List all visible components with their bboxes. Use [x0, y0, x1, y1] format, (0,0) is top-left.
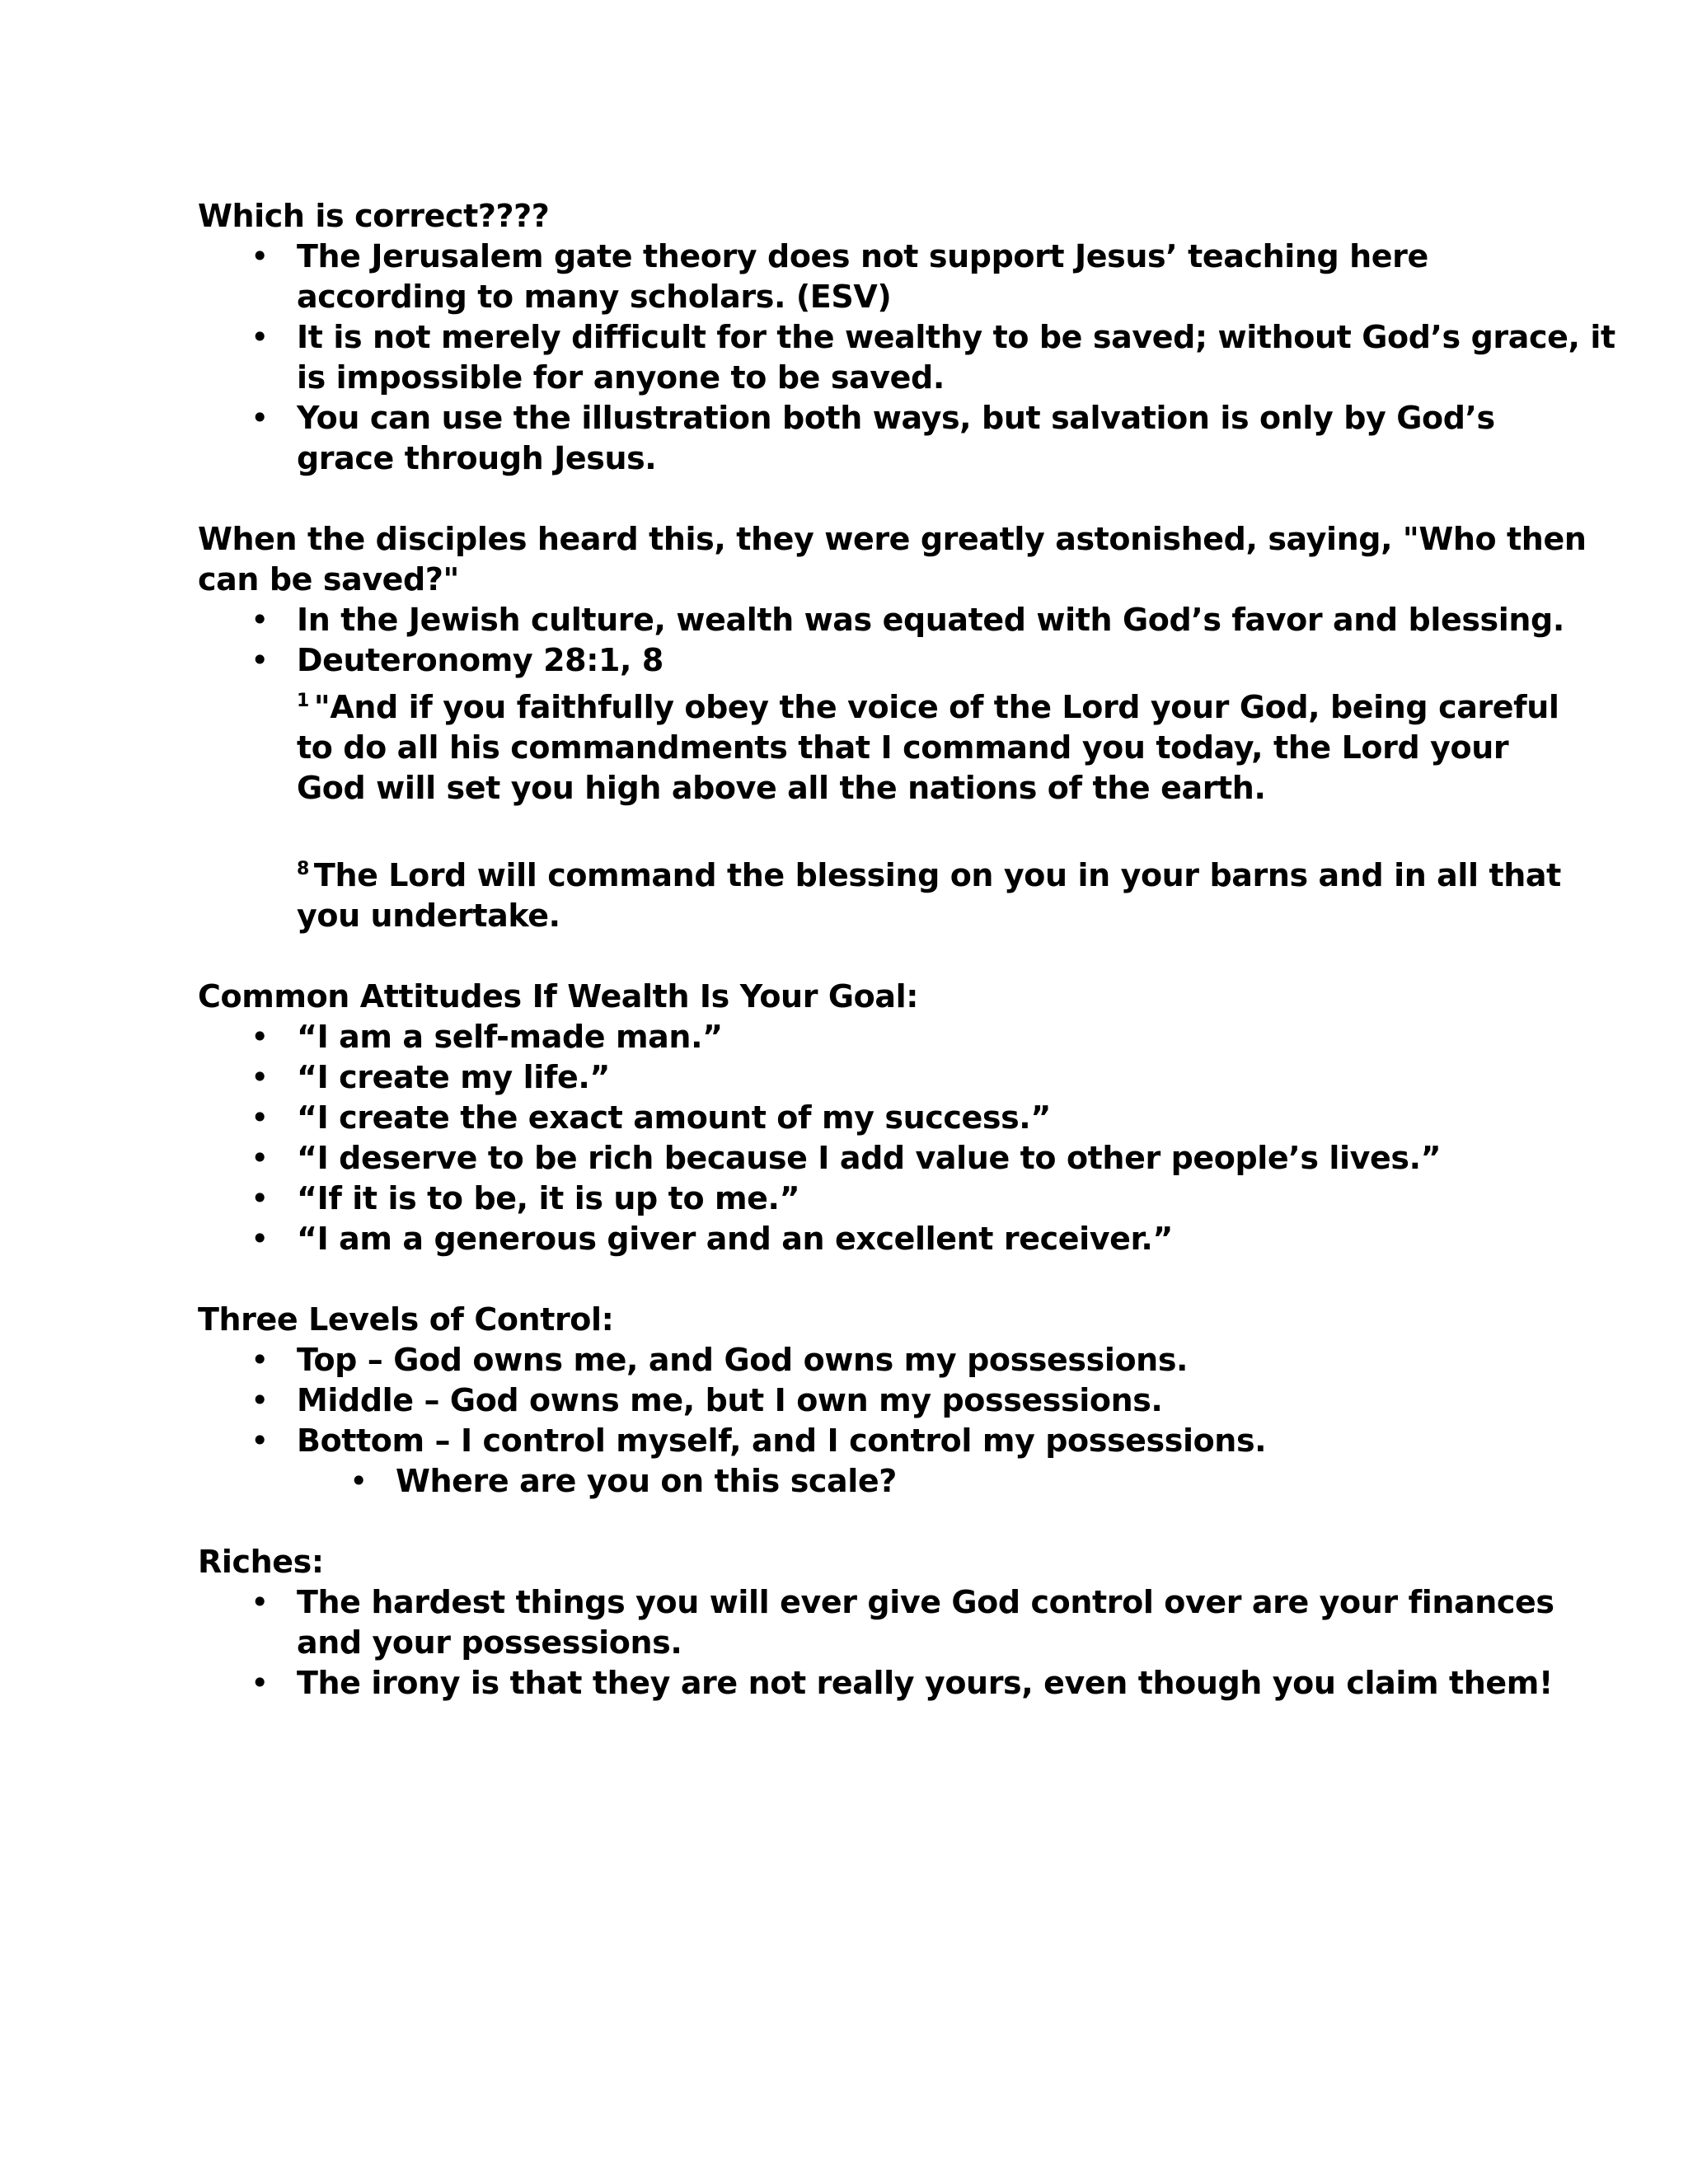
- section-common-attitudes: [198, 977, 1484, 1259]
- bullet-icon: •: [250, 400, 269, 436]
- bullet-icon: •: [250, 1382, 269, 1418]
- list-item-text: “If it is to be, it is up to me.”: [297, 1180, 800, 1216]
- bullet-list: [198, 1017, 1484, 1259]
- verse-1: [198, 681, 1559, 808]
- list-item-text: is impossible for anyone to be saved.: [297, 359, 945, 396]
- verse-text: you undertake.: [297, 898, 560, 934]
- list-item: [198, 1380, 1484, 1421]
- verse-8: [198, 849, 1561, 936]
- bullet-icon: •: [250, 1221, 269, 1257]
- section-disciples-astonished: [198, 519, 1587, 936]
- bullet-icon: •: [250, 1180, 269, 1216]
- list-item: [198, 1138, 1484, 1179]
- bullet-list: [198, 1340, 1484, 1502]
- section-three-levels: [198, 1300, 1484, 1502]
- bullet-icon: •: [250, 642, 269, 678]
- bullet-list: [198, 237, 1615, 479]
- list-item-text: grace through Jesus.: [297, 440, 657, 476]
- list-item: [198, 1582, 1554, 1663]
- bullet-icon: •: [250, 1342, 269, 1378]
- list-item: [198, 237, 1484, 317]
- list-item: [198, 600, 1564, 640]
- bullet-icon: •: [250, 1140, 269, 1176]
- bullet-icon: •: [349, 1463, 368, 1499]
- bullet-icon: •: [250, 1665, 269, 1701]
- bullet-icon: •: [250, 1059, 269, 1095]
- section-which-is-correct: [198, 196, 1615, 479]
- bullet-list: [198, 600, 1564, 681]
- spacer: [198, 479, 1484, 519]
- heading-line: can be saved?": [198, 561, 459, 598]
- verse-text: The Lord will command the blessing on you in your barns and in all that: [313, 857, 1561, 893]
- list-item: [198, 317, 1615, 398]
- scripture-reference: Deuteronomy 28:1, 8: [297, 642, 663, 678]
- list-item-text: In the Jewish culture, wealth was equated with God’s favor and blessing.: [297, 602, 1564, 638]
- bullet-icon: •: [250, 1584, 269, 1620]
- spacer: [198, 808, 1484, 849]
- list-item-text: “I am a generous giver and an excellent receiver.”: [297, 1221, 1173, 1257]
- list-item-text: It is not merely difficult for the wealthy to be saved; without God’s grace, it: [297, 319, 1615, 355]
- bullet-icon: •: [250, 1019, 269, 1055]
- list-item: [198, 1017, 1484, 1057]
- verse-text: God will set you high above all the nations of the earth.: [297, 770, 1266, 806]
- sub-list-item: [198, 1461, 1484, 1502]
- list-item: [198, 1340, 1484, 1380]
- section-riches: [198, 1542, 1554, 1704]
- spacer: [198, 1502, 1484, 1542]
- list-item: [198, 1219, 1484, 1259]
- list-item: [198, 1057, 1484, 1098]
- bullet-icon: •: [250, 602, 269, 638]
- list-item-text: Where are you on this scale?: [396, 1463, 897, 1499]
- list-item: [198, 1663, 1553, 1704]
- verse-text: to do all his commandments that I command you today, the Lord your: [297, 729, 1509, 766]
- list-item-text: Bottom – I control myself, and I control my possessions.: [297, 1422, 1267, 1459]
- section-heading: Riches:: [198, 1544, 324, 1580]
- section-heading: [198, 519, 1587, 600]
- list-item-text: “I create my life.”: [297, 1059, 610, 1095]
- spacer: [198, 1259, 1484, 1300]
- list-item-text: Middle – God owns me, but I own my possessions.: [297, 1382, 1163, 1418]
- verse-number: 8: [297, 859, 309, 879]
- bullet-icon: •: [250, 1422, 269, 1459]
- section-heading: Which is correct????: [198, 198, 550, 234]
- verse-text: "And if you faithfully obey the voice of the Lord your God, being careful: [313, 689, 1559, 725]
- list-item: [198, 1421, 1484, 1461]
- verse-number: 1: [297, 691, 309, 711]
- list-item: [198, 398, 1495, 479]
- bullet-list: [198, 1582, 1554, 1704]
- section-heading: Three Levels of Control:: [198, 1301, 614, 1338]
- list-item: [198, 640, 1484, 681]
- list-item: [198, 1179, 1484, 1219]
- list-item-text: “I am a self-made man.”: [297, 1019, 723, 1055]
- list-item: [198, 1098, 1484, 1138]
- list-item-text: The Jerusalem gate theory does not support Jesus’ teaching here: [297, 238, 1428, 274]
- section-heading: Common Attitudes If Wealth Is Your Goal:: [198, 978, 919, 1015]
- document-page: [198, 196, 1615, 1704]
- spacer: [198, 936, 1484, 977]
- bullet-icon: •: [250, 319, 269, 355]
- list-item-text: and your possessions.: [297, 1624, 682, 1661]
- list-item-text: Top – God owns me, and God owns my possessions.: [297, 1342, 1189, 1378]
- bullet-icon: •: [250, 238, 269, 274]
- list-item-text: The irony is that they are not really yours, even though you claim them!: [297, 1665, 1553, 1701]
- list-item-text: The hardest things you will ever give God control over are your finances: [297, 1584, 1554, 1620]
- list-item-text: “I deserve to be rich because I add value to other people’s lives.”: [297, 1140, 1442, 1176]
- list-item-text: according to many scholars. (ESV): [297, 279, 892, 315]
- list-item-text: You can use the illustration both ways, but salvation is only by God’s: [297, 400, 1495, 436]
- heading-line: When the disciples heard this, they were greatly astonished, saying, "Who then: [198, 521, 1587, 557]
- bullet-icon: •: [250, 1099, 269, 1136]
- list-item-text: “I create the exact amount of my success.”: [297, 1099, 1051, 1136]
